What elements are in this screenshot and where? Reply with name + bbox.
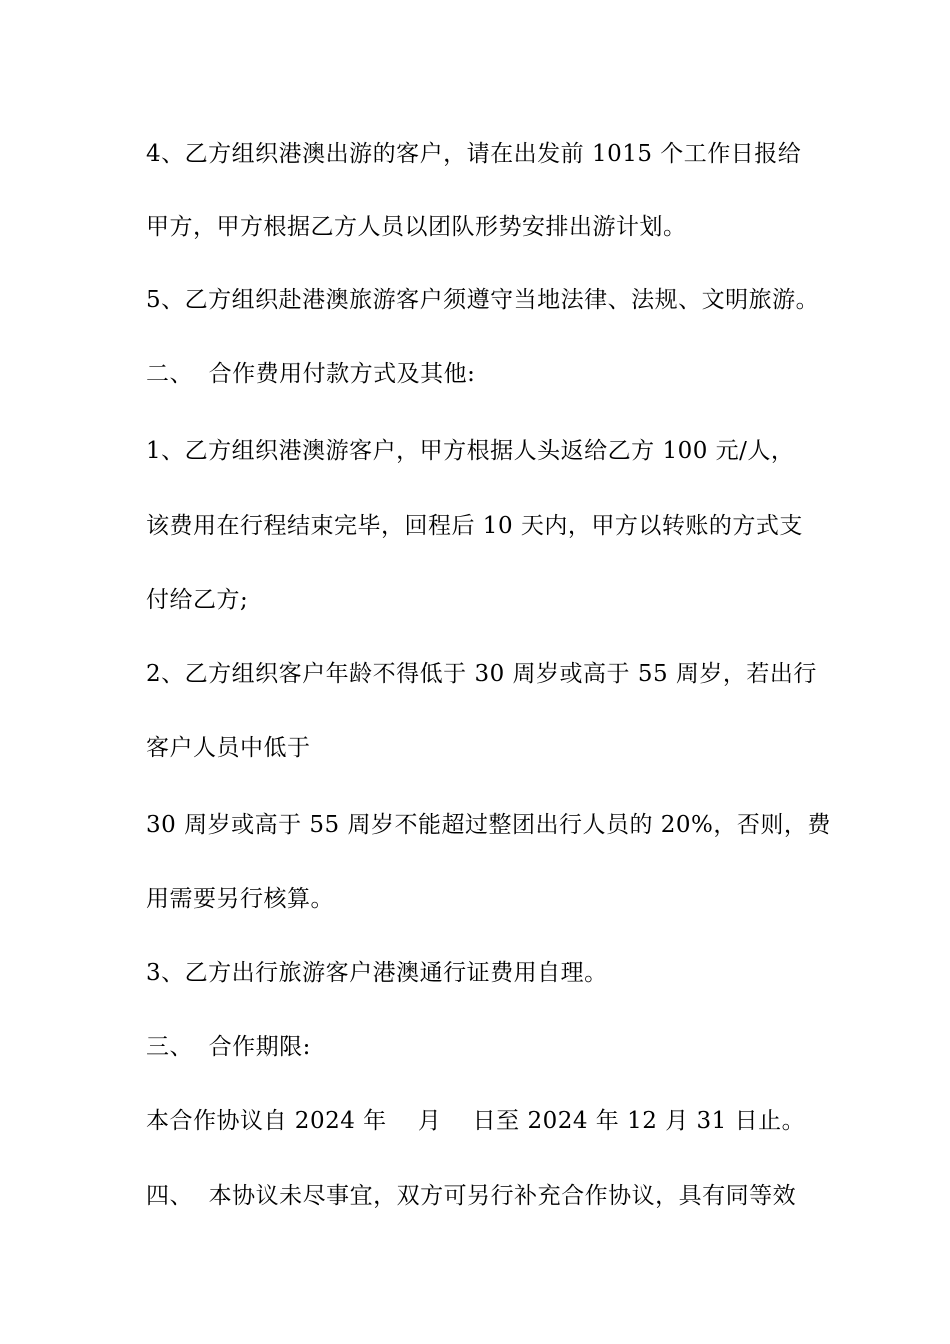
clause-4-line-2: 甲方，甲方根据乙方人员以团队形势安排出游计划。 bbox=[146, 214, 687, 240]
section-2-item-2-line-1: 2、乙方组织客户年龄不得低于 30 周岁或高于 55 周岁，若出行 bbox=[146, 661, 817, 687]
section-2-item-2-line-2: 客户人员中低于 bbox=[146, 735, 311, 761]
clause-4-line-1: 4、乙方组织港澳出游的客户，请在出发前 1015 个工作日报给 bbox=[146, 141, 802, 167]
section-2-item-3: 3、乙方出行旅游客户港澳通行证费用自理。 bbox=[146, 960, 608, 986]
section-2-item-1-line-2: 该费用在行程结束完毕，回程后 10 天内，甲方以转账的方式支 bbox=[146, 513, 803, 539]
section-2-heading: 二、 合作费用付款方式及其他: bbox=[146, 361, 476, 387]
section-2-item-2-line-3: 30 周岁或高于 55 周岁不能超过整团出行人员的 20%，否则，费 bbox=[146, 812, 831, 838]
section-2-item-2-line-4: 用需要另行核算。 bbox=[146, 886, 334, 912]
section-4-line-1: 四、 本协议未尽事宜，双方可另行补充合作协议，具有同等效 bbox=[146, 1183, 797, 1209]
section-2-item-1-line-3: 付给乙方; bbox=[146, 587, 249, 613]
clause-5: 5、乙方组织赴港澳旅游客户须遵守当地法律、法规、文明旅游。 bbox=[146, 287, 820, 313]
section-3-term: 本合作协议自 2024 年 月 日至 2024 年 12 月 31 日止。 bbox=[146, 1108, 806, 1134]
section-3-heading: 三、 合作期限: bbox=[146, 1034, 311, 1060]
section-2-item-1-line-1: 1、乙方组织港澳游客户，甲方根据人头返给乙方 100 元/人， bbox=[146, 438, 795, 464]
